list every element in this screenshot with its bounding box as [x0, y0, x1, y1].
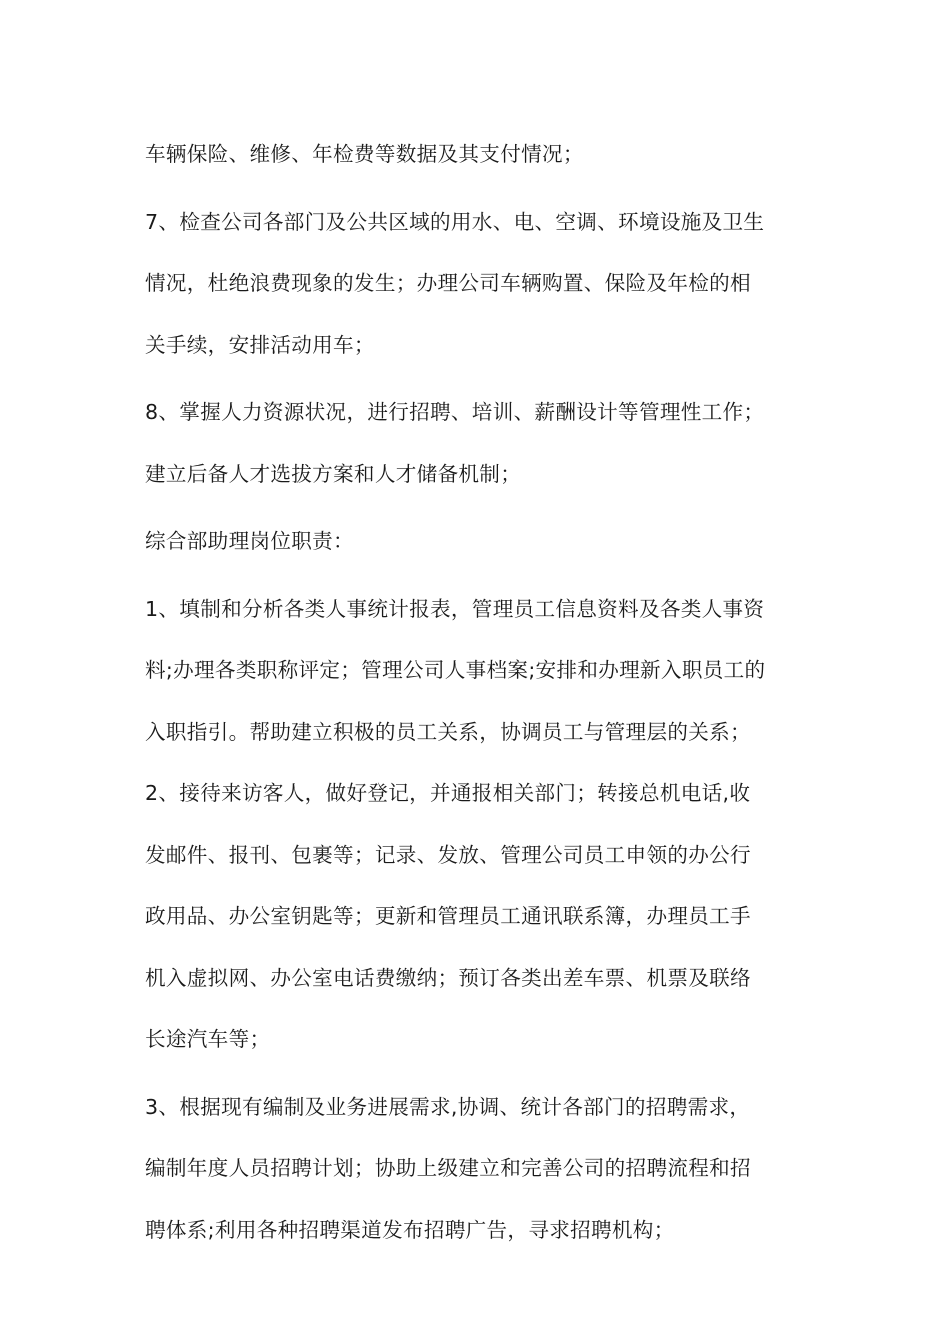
text-line: 编制年度人员招聘计划；协助上级建立和完善公司的招聘流程和招 [145, 1156, 751, 1180]
text-line: 发邮件、报刊、包裹等；记录、发放、管理公司员工申领的办公行 [145, 842, 751, 867]
text-line: 1、填制和分析各类人事统计报表，管理员工信息资料及各类人事资 [145, 596, 765, 621]
text-line: 7、检查公司各部门及公共区域的用水、电、空调、环境设施及卫生 [145, 209, 765, 234]
document-body [145, 124, 815, 1261]
text-line: 情况，杜绝浪费现象的发生；办理公司车辆购置、保险及年检的相 [145, 271, 751, 295]
text-line: 长途汽车等； [145, 1027, 271, 1051]
text-line: 3、根据现有编制及业务进展需求,协调、统计各部门的招聘需求， [145, 1094, 751, 1119]
section-heading: 综合部助理岗位职责： [145, 529, 354, 553]
text-line: 车辆保险、维修、年检费等数据及其支付情况； [145, 142, 584, 166]
text-line: 8、掌握人力资源状况，进行招聘、培训、薪酬设计等管理性工作； [145, 400, 765, 424]
text-line: 政用品、办公室钥匙等；更新和管理员工通讯联系簿，办理员工手 [145, 904, 751, 928]
text-line: 机入虚拟网、办公室电话费缴纳；预订各类出差车票、机票及联络 [145, 965, 751, 990]
text-line: 入职指引。帮助建立积极的员工关系，协调员工与管理层的关系； [145, 719, 751, 744]
text-line: 建立后备人才选拔方案和人才储备机制； [145, 461, 522, 486]
text-line: 料;办理各类职称评定；管理公司人事档案;安排和办理新入职员工的 [145, 658, 766, 682]
text-line: 聘体系;利用各种招聘渠道发布招聘广告，寻求招聘机构； [145, 1217, 675, 1242]
text-line: 关手续，安排活动用车； [145, 332, 375, 357]
text-line: 2、接待来访客人，做好登记，并通报相关部门；转接总机电话,收 [145, 781, 751, 805]
